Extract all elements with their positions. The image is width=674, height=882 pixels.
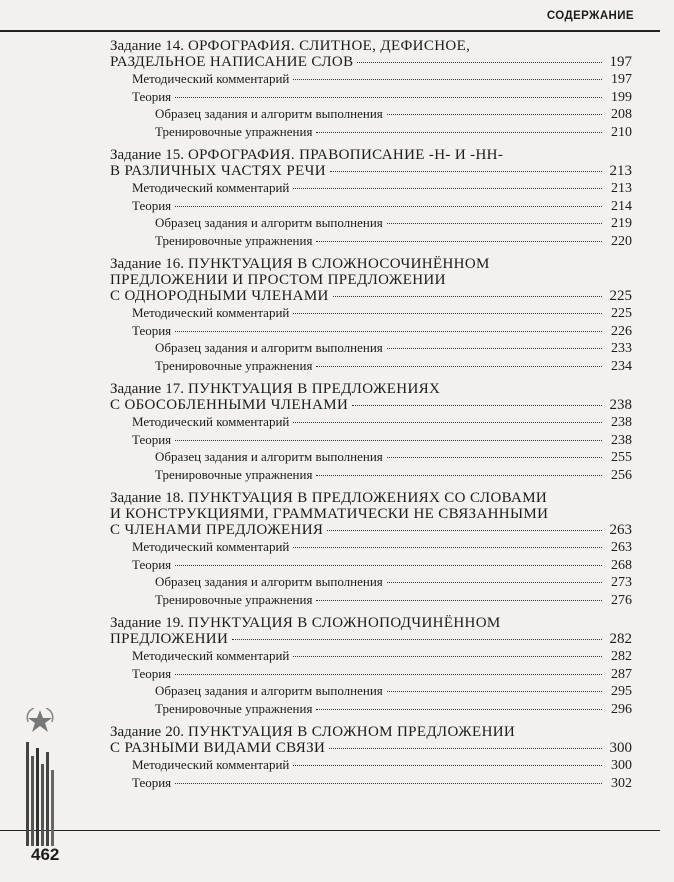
dot-leader (387, 223, 602, 224)
page-ref: 226 (611, 323, 632, 339)
toc-heading-line (110, 631, 632, 647)
page-ref: 199 (611, 89, 632, 105)
dot-leader (330, 171, 602, 172)
task-title-text: ПУНКТУАЦИЯ В СЛОЖНОПОДЧИНЁННОМ (187, 615, 501, 631)
toc-entry[interactable] (110, 123, 632, 141)
toc-entry-label: Образец задания и алгоритм выполнения (155, 449, 383, 464)
page-ref: 282 (609, 631, 632, 647)
page-ref: 213 (611, 181, 632, 196)
header-rule (0, 30, 660, 32)
toc-entry[interactable] (110, 665, 632, 683)
page-number: 462 (31, 845, 60, 864)
toc-section-heading[interactable] (110, 147, 632, 179)
task-title-text: В РАЗЛИЧНЫХ ЧАСТЯХ РЕЧИ (110, 163, 326, 179)
toc-entry[interactable] (110, 756, 632, 774)
task-title-text: ОРФОГРАФИЯ. СЛИТНОЕ, ДЕФИСНОЕ, (187, 38, 471, 54)
task-number: 16. (165, 256, 184, 272)
toc-heading-line (110, 147, 632, 163)
task-title-text: ПУНКТУАЦИЯ В ПРЕДЛОЖЕНИЯХ (187, 381, 441, 397)
page-ref: 225 (609, 288, 632, 304)
dot-leader (316, 709, 602, 710)
page-ref: 295 (611, 684, 632, 699)
toc-heading-line (110, 724, 632, 740)
task-prefix: Задание (110, 724, 162, 740)
toc-entry-label: Образец задания и алгоритм выполнения (155, 340, 383, 355)
toc-entry[interactable] (110, 774, 632, 792)
dot-leader (316, 366, 602, 367)
page-ref: 238 (611, 415, 632, 430)
dot-leader (327, 530, 602, 531)
toc-entry[interactable] (110, 431, 632, 449)
toc-entry-label: Тренировочные упражнения (155, 123, 313, 139)
toc-heading-line (110, 38, 632, 54)
page-ref: 238 (611, 432, 632, 448)
toc-entry-label: Образец задания и алгоритм выполнения (155, 574, 383, 589)
toc-entry-label: Методический комментарий (132, 414, 290, 429)
dot-leader (293, 313, 602, 314)
task-number: 15. (165, 147, 184, 163)
toc-entry-label: Методический комментарий (132, 539, 290, 554)
dot-leader (175, 674, 602, 675)
toc-entry-label: Теория (132, 197, 172, 213)
dot-leader (316, 600, 602, 601)
dot-leader (387, 348, 602, 349)
toc-heading-line (110, 381, 632, 397)
page-ref: 296 (611, 701, 632, 717)
toc-entry-label: Теория (132, 431, 172, 447)
page-ref: 282 (611, 649, 632, 664)
task-number: 19. (165, 615, 184, 631)
task-prefix: Задание (110, 490, 162, 506)
toc-section-heading[interactable] (110, 490, 632, 538)
toc-entry[interactable] (110, 232, 632, 250)
dot-leader (175, 783, 602, 784)
toc-section-heading[interactable] (110, 615, 632, 647)
task-title-text: С РАЗНЫМИ ВИДАМИ СВЯЗИ (110, 740, 326, 756)
toc-entry[interactable] (110, 214, 632, 232)
page-ref: 263 (609, 522, 632, 538)
toc-entry[interactable] (110, 88, 632, 106)
toc-heading-line (110, 397, 632, 413)
toc-heading-line (110, 54, 632, 70)
toc-section (110, 256, 632, 374)
dot-leader (333, 296, 602, 297)
toc-entry[interactable] (110, 682, 632, 700)
dot-leader (293, 422, 602, 423)
toc-entry[interactable] (110, 556, 632, 574)
task-prefix: Задание (110, 381, 162, 397)
toc-entry-label: Тренировочные упражнения (155, 357, 313, 373)
toc-heading-line (110, 740, 632, 756)
dot-leader (316, 241, 602, 242)
dot-leader (352, 405, 602, 406)
page-ref: 210 (611, 124, 632, 140)
toc-section-heading[interactable] (110, 256, 632, 304)
task-number: 14. (165, 38, 184, 54)
dot-leader (387, 691, 602, 692)
page-ref: 238 (609, 397, 632, 413)
toc-entry-label: Методический комментарий (132, 180, 290, 195)
toc-entry-label: Методический комментарий (132, 648, 290, 663)
page-ref: 220 (611, 233, 632, 249)
toc-entry-label: Образец задания и алгоритм выполнения (155, 215, 383, 230)
task-title-text: ПУНКТУАЦИЯ В ПРЕДЛОЖЕНИЯХ СО СЛОВАМИ (187, 490, 548, 506)
task-prefix: Задание (110, 256, 162, 272)
toc-entry[interactable] (110, 413, 632, 431)
toc-entry-label: Методический комментарий (132, 71, 290, 86)
toc-section (110, 381, 632, 483)
toc-entry-label: Методический комментарий (132, 757, 290, 772)
task-prefix: Задание (110, 615, 162, 631)
dot-leader (293, 188, 602, 189)
toc-entry[interactable] (110, 197, 632, 215)
task-number: 18. (165, 490, 184, 506)
dot-leader (357, 62, 602, 63)
star-wreath-emblem-icon (22, 708, 58, 848)
toc-entry-label: Теория (132, 665, 172, 681)
toc-entry-label: Тренировочные упражнения (155, 700, 313, 716)
toc-section (110, 38, 632, 140)
toc-entry[interactable] (110, 357, 632, 375)
toc-entry[interactable] (110, 448, 632, 466)
dot-leader (387, 114, 602, 115)
toc-entry-label: Методический комментарий (132, 305, 290, 320)
dot-leader (175, 97, 602, 98)
toc-entry-label: Тренировочные упражнения (155, 466, 313, 482)
page-ref: 197 (609, 54, 632, 70)
dot-leader (175, 565, 602, 566)
toc-heading-line (110, 522, 632, 538)
task-title-text: ПУНКТУАЦИЯ В СЛОЖНОСОЧИНЁННОМ (187, 256, 490, 272)
page-ref: 197 (611, 72, 632, 87)
page-ref: 287 (611, 666, 632, 682)
toc-entry-label: Теория (132, 556, 172, 572)
task-title-text: ОРФОГРАФИЯ. ПРАВОПИСАНИЕ -Н- И -НН- (187, 147, 504, 163)
dot-leader (293, 765, 602, 766)
toc-section (110, 615, 632, 717)
dot-leader (329, 748, 602, 749)
page-ref: 300 (611, 758, 632, 773)
toc-entry[interactable] (110, 466, 632, 484)
toc-entry[interactable] (110, 538, 632, 556)
task-title-text: РАЗДЕЛЬНОЕ НАПИСАНИЕ СЛОВ (110, 54, 354, 70)
task-number: 20. (165, 724, 184, 740)
toc-entry[interactable] (110, 322, 632, 340)
page-ref: 214 (611, 198, 632, 214)
toc-entry-label: Теория (132, 774, 172, 790)
dot-leader (293, 79, 602, 80)
toc-entry[interactable] (110, 179, 632, 197)
toc-entry[interactable] (110, 339, 632, 357)
page-ref: 208 (611, 107, 632, 122)
dot-leader (175, 440, 602, 441)
toc-entry[interactable] (110, 573, 632, 591)
dot-leader (293, 656, 602, 657)
task-title-text: И КОНСТРУКЦИЯМИ, ГРАММАТИЧЕСКИ НЕ СВЯЗАННЫМИ (110, 506, 549, 522)
dot-leader (316, 475, 602, 476)
running-header-title: СОДЕРЖАНИЕ (546, 10, 634, 22)
toc-entry-label: Тренировочные упражнения (155, 591, 313, 607)
dot-leader (175, 206, 602, 207)
toc-heading-line (110, 163, 632, 179)
page-ref: 300 (609, 740, 632, 756)
toc-entry[interactable] (110, 304, 632, 322)
toc-heading-line (110, 272, 632, 288)
dot-leader (387, 457, 602, 458)
task-title-text: С ОБОСОБЛЕННЫМИ ЧЛЕНАМИ (110, 397, 349, 413)
task-prefix: Задание (110, 38, 162, 54)
page-ref: 219 (611, 216, 632, 231)
toc-section (110, 724, 632, 791)
page-ref: 233 (611, 341, 632, 356)
toc-entry[interactable] (110, 647, 632, 665)
toc-entry-label: Теория (132, 322, 172, 338)
dot-leader (293, 547, 602, 548)
task-title-text: ПРЕДЛОЖЕНИИ И ПРОСТОМ ПРЕДЛОЖЕНИИ (110, 272, 446, 288)
task-number: 17. (165, 381, 184, 397)
page-ref: 234 (611, 358, 632, 374)
footer-rule (0, 830, 660, 831)
toc-section (110, 490, 632, 608)
table-of-contents (110, 38, 632, 798)
page-ref: 256 (611, 467, 632, 483)
task-title-text: С ЧЛЕНАМИ ПРЕДЛОЖЕНИЯ (110, 522, 324, 538)
toc-entry-label: Тренировочные упражнения (155, 232, 313, 248)
page-ref: 213 (609, 163, 632, 179)
toc-section-heading[interactable] (110, 38, 632, 70)
toc-entry[interactable] (110, 700, 632, 718)
page-ref: 273 (611, 575, 632, 590)
toc-entry[interactable] (110, 70, 632, 88)
toc-entry[interactable] (110, 591, 632, 609)
page-ref: 302 (611, 775, 632, 791)
task-title-text: С ОДНОРОДНЫМИ ЧЛЕНАМИ (110, 288, 329, 304)
toc-heading-line (110, 256, 632, 272)
task-title-text: ПРЕДЛОЖЕНИИ (110, 631, 229, 647)
toc-entry[interactable] (110, 105, 632, 123)
dot-leader (387, 582, 602, 583)
dot-leader (316, 132, 602, 133)
toc-heading-line (110, 490, 632, 506)
page-ref: 263 (611, 540, 632, 555)
task-title-text: ПУНКТУАЦИЯ В СЛОЖНОМ ПРЕДЛОЖЕНИИ (187, 724, 516, 740)
task-prefix: Задание (110, 147, 162, 163)
toc-heading-line (110, 615, 632, 631)
page-ref: 268 (611, 557, 632, 573)
page-ref: 255 (611, 450, 632, 465)
toc-section-heading[interactable] (110, 724, 632, 756)
toc-heading-line (110, 288, 632, 304)
toc-heading-line (110, 506, 632, 522)
dot-leader (232, 639, 602, 640)
toc-entry-label: Теория (132, 88, 172, 104)
page-ref: 225 (611, 306, 632, 321)
toc-entry-label: Образец задания и алгоритм выполнения (155, 106, 383, 121)
toc-section (110, 147, 632, 249)
toc-section-heading[interactable] (110, 381, 632, 413)
toc-entry-label: Образец задания и алгоритм выполнения (155, 683, 383, 698)
dot-leader (175, 331, 602, 332)
page-ref: 276 (611, 592, 632, 608)
